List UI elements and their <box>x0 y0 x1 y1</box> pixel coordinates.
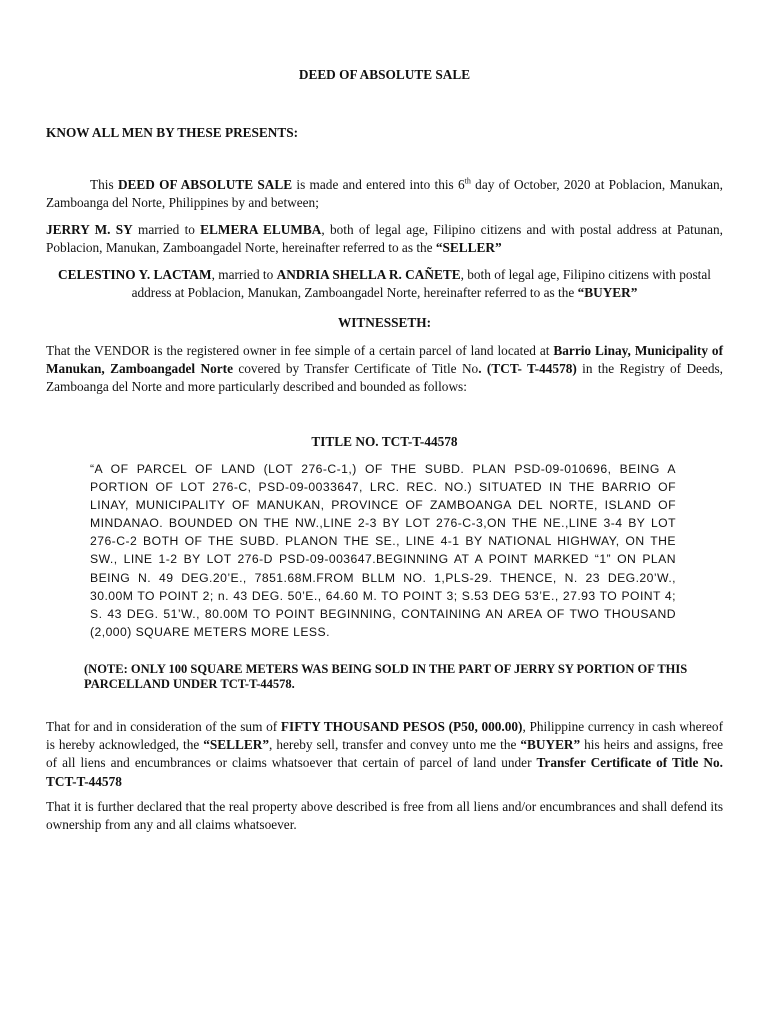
buyer-spouse-name: ANDRIA SHELLA R. CAÑETE <box>276 267 461 282</box>
intro-text-1: This <box>90 177 118 192</box>
intro-bold-title: DEED OF ABSOLUTE SALE <box>117 177 293 192</box>
buyer-label: “BUYER” <box>520 737 581 753</box>
land-location: Barrio Linay, Municipality of Manukan, Zamboangadel Norte <box>46 343 724 377</box>
seller-text-2: , both of legal age, Filipino citizens and with postal address at Patunan, Poblacion, Manukan, Zamboangadel Norte, hereinafter referred to as the <box>46 222 723 256</box>
consideration-paragraph <box>46 718 723 791</box>
vendor-text-3: in the Registry of Deeds, Zamboanga del Norte and more particularly described and bounded as follows: <box>46 361 723 395</box>
consideration-text-3: , hereby sell, transfer and convey unto me the <box>269 737 521 753</box>
seller-label: “SELLER” <box>203 737 270 753</box>
buyer-text-1: , married to <box>211 267 277 282</box>
title-number-heading: TITLE NO. TCT-T-44578 <box>311 434 458 449</box>
document-title: DEED OF ABSOLUTE SALE <box>298 67 471 82</box>
consideration-text-2: , Philippine currency in cash whereof is hereby acknowledged, the <box>46 719 723 753</box>
note-paragraph: (NOTE: ONLY 100 SQUARE METERS WAS BEING SOLD IN THE PART OF JERRY SY PORTION OF THIS PARCELLAND UNDER TCT-T-44578. <box>84 662 688 691</box>
declaration-paragraph: That it is further declared that the real property above described is free from all liens and/or encumbrances and shall defend its ownership from any and all claims whatsoever. <box>46 799 723 833</box>
seller-label: “SELLER” <box>435 240 502 256</box>
intro-paragraph <box>46 176 723 212</box>
tct-full-reference: Transfer Certificate of Title No. TCT-T-44578 <box>46 755 723 789</box>
buyer-paragraph <box>46 266 723 302</box>
opening-line: KNOW ALL MEN BY THESE PRESENTS: <box>46 125 299 140</box>
intro-ordinal-suffix: th <box>464 176 471 186</box>
consideration-text-4: his heirs and assigns, free of all liens and encumbrances or claims whatsoever that certain of parcel of land under <box>46 737 723 771</box>
vendor-text-1: That the VENDOR is the registered owner in fee simple of a certain parcel of land located at <box>46 343 554 358</box>
buyer-text-2: , both of legal age, Filipino citizens with postal address at Poblacion, Manukan, Zamboangadel Norte, hereinafter referred to as the <box>131 267 711 301</box>
tct-reference: . (TCT- T-44578) <box>478 361 577 377</box>
vendor-text-2: covered by Transfer Certificate of Title No <box>232 361 479 377</box>
buyer-name: CELESTINO Y. LACTAM <box>58 267 212 282</box>
sale-amount: FIFTY THOUSAND PESOS (P50, 000.00) <box>280 719 523 734</box>
seller-spouse-name: ELMERA ELUMBA <box>200 222 322 237</box>
vendor-paragraph <box>46 342 723 397</box>
land-description: “A OF PARCEL OF LAND (LOT 276-C-1,) OF THE SUBD. PLAN PSD-09-010696, BEING A PORTION OF LOT 276-C, PSD-09-0033647, LRC. REC. NO.) SITUATED IN THE BARRIO OF LINAY, MUNICIPALITY OF MANUKAN, PROVINCE OF ZAMBOANGA DEL NORTE, ISLAND OF MINDANAO. BOUNDED ON THE NW.,LINE 2-3 BY LOT 276-C-3,ON THE NE.,LINE 3-4 BY LOT 276-C-2 BOTH OF THE SUBD. PLANON THE SE., LINE 4-1 BY NATIONAL HIGHWAY, ON THE SW., LINE 1-2 BY LOT 276-D PSD-09-003647.BEGINNING AT A POINT MARKED “1” ON PLAN BEING N. 49 DEG.20’E., 7851.68M.FROM BLLM NO. 1,PLS-29. THENCE, N. 23 DEG.20’W., 30.00M TO POINT 2; n. 43 DEG. 50’E., 64.60 M. TO POINT 3; S.53 DEG 53’E., 27.93 TO POINT 4; S. 43 DEG. 51’W., 80.00M TO POINT BEGINNING, CONTAINING AN AREA OF TWO THOUSAND (2,000) SQUARE METERS MORE LESS. <box>90 462 676 639</box>
seller-paragraph <box>46 221 723 257</box>
buyer-label: “BUYER” <box>577 285 638 301</box>
intro-text-3: day of October, 2020 at Poblacion, Manukan, Zamboanga del Norte, Philippines by and between; <box>46 177 724 211</box>
consideration-text-1: That for and in consideration of the sum of <box>46 719 281 734</box>
intro-text-2: is made and entered into this 6 <box>292 177 465 192</box>
seller-name: JERRY M. SY <box>46 222 133 237</box>
witnesseth-heading: WITNESSETH: <box>337 315 432 330</box>
seller-text-1: married to <box>132 222 201 237</box>
